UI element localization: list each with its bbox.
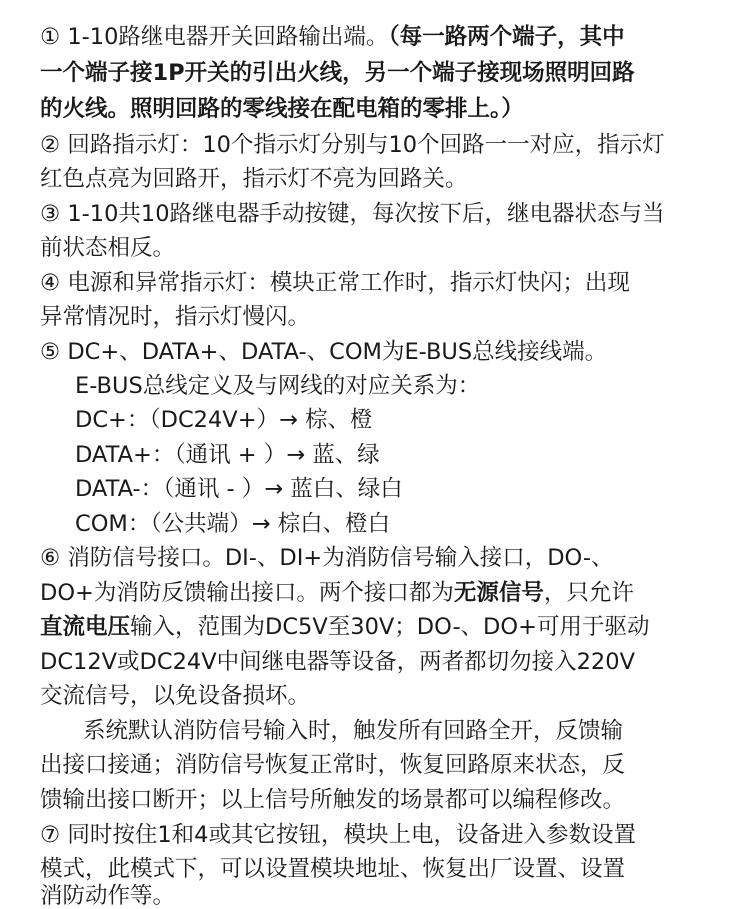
item5-line6: COM：（公共端）→ 棕白、橙白 <box>75 511 391 537</box>
item6-line2-text: DO+为消防反馈输出接口。两个接口都为 <box>40 580 454 606</box>
item5-line3: DC+：（DC24V+）→ 棕、橙 <box>75 407 373 433</box>
item7-line1: ⑦ 同时按住1和4或其它按钮，模块上电，设备进入参数设置 <box>40 822 636 848</box>
item6-line3-text: 输入，范围为DC5V至30V；DO-、DO+可用于驱动 <box>130 614 650 640</box>
item6-line3 <box>40 610 649 644</box>
item6-line2-tail: ，只允许 <box>543 580 634 606</box>
item1-line1-bold: （每一路两个端子，其中 <box>388 24 625 50</box>
item5-line1: ⑤ DC+、DATA+、DATA-、COM为E-BUS总线接线端。 <box>40 339 608 365</box>
item5-line4: DATA+：（通讯 + ）→ 蓝、绿 <box>75 442 380 468</box>
item7-line2: 模式，此模式下，可以设置模块地址、恢复出厂设置、设置 <box>40 856 626 882</box>
item6-line8: 馈输出接口断开；以上信号所触发的场景都可以编程修改。 <box>40 787 626 813</box>
item6-line7: 出接口接通；消防信号恢复正常时，恢复回路原来状态，反 <box>40 752 626 778</box>
item7-line3: 消防动作等。 <box>40 883 176 909</box>
item5-line5: DATA-：（通讯 - ）→ 蓝白、绿白 <box>75 476 403 502</box>
item1-line3: 的火线。照明回路的零线接在配电箱的零排上。） <box>40 96 524 122</box>
item4-line1: ④ 电源和异常指示灯：模块正常工作时，指示灯快闪；出现 <box>40 270 630 296</box>
item3-line2: 前状态相反。 <box>40 235 176 261</box>
item6-line6: 系统默认消防信号输入时，触发所有回路全开，反馈输 <box>83 718 624 744</box>
item6-line4: DC12V或DC24V中间继电器等设备，两者都切勿接入220V <box>40 649 635 675</box>
item6-line2-bold: 无源信号 <box>453 580 544 606</box>
item6-line2 <box>40 576 634 610</box>
item6-line1: ⑥ 消防信号接口。DI-、DI+为消防信号输入接口，DO-、 <box>40 545 614 571</box>
item2-line1: ② 回路指示灯：10个指示灯分别与10个回路一一对应，指示灯 <box>40 132 665 158</box>
item3-line1: ③ 1-10共10路继电器手动按键，每次按下后，继电器状态与当 <box>40 201 665 227</box>
item1-line1 <box>40 20 625 54</box>
item4-line2: 异常情况时，指示灯慢闪。 <box>40 304 311 330</box>
item2-line2: 红色点亮为回路开，指示灯不亮为回路关。 <box>40 166 468 192</box>
item1-line2: 一个端子接1P开关的引出火线，另一个端子接现场照明回路 <box>40 60 635 86</box>
item5-line2: E-BUS总线定义及与网线的对应关系为： <box>75 373 481 399</box>
item6-line5: 交流信号，以免设备损坏。 <box>40 683 311 709</box>
item6-line3-bold: 直流电压 <box>40 614 131 640</box>
item1-line1-text: ① 1-10路继电器开关回路输出端。 <box>40 24 389 50</box>
